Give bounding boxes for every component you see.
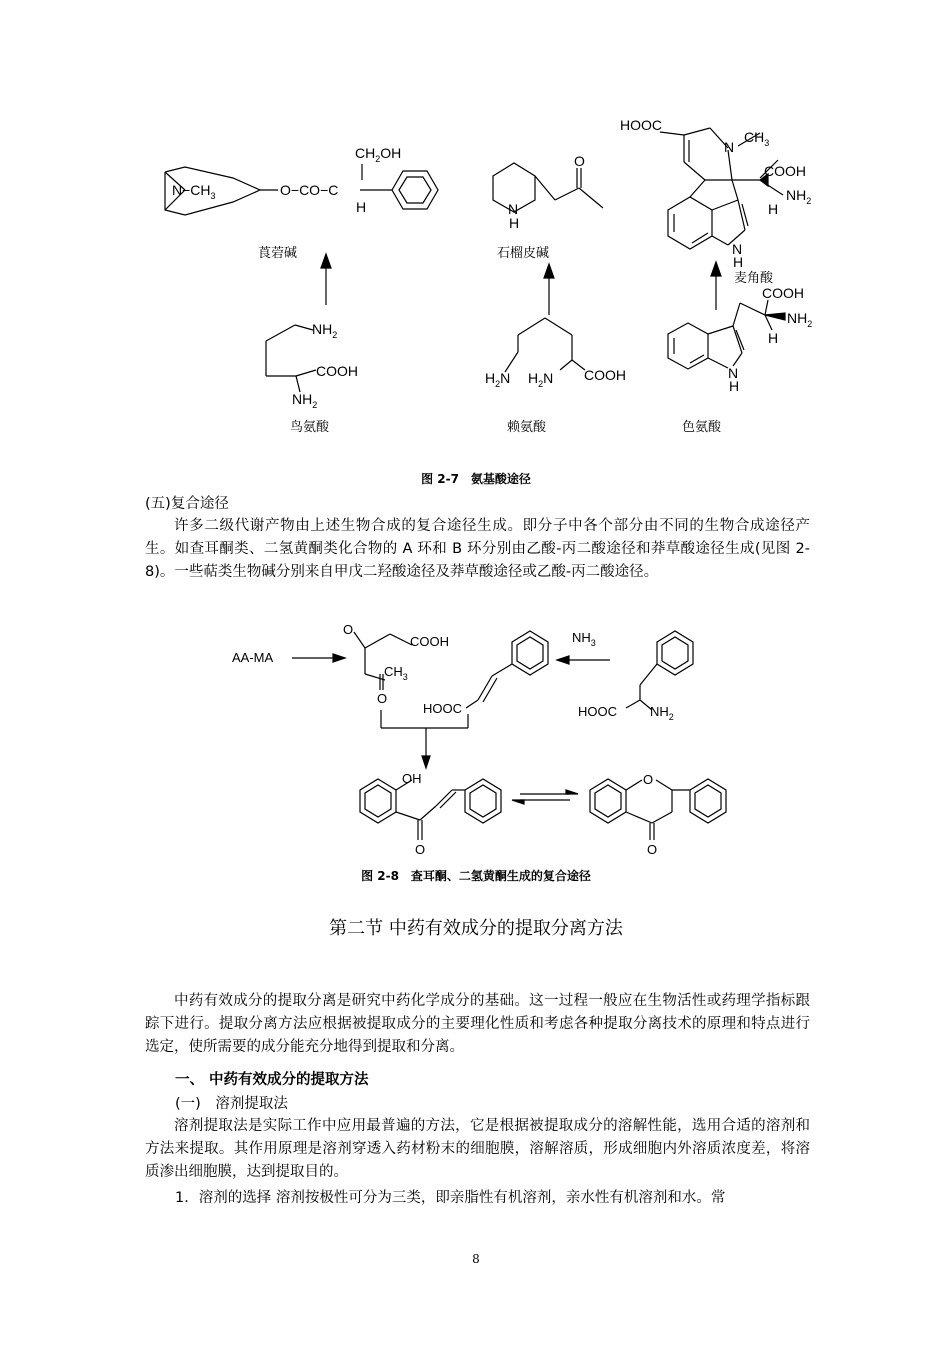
label-scopolamine: 莨菪碱	[258, 245, 298, 260]
lysine-h2n-1: $H_2N$	[485, 370, 511, 389]
lysergic-h: H	[768, 201, 779, 217]
pelletierine-o: O	[574, 153, 585, 169]
ornithine-structure	[266, 325, 316, 392]
heading-solvent-extraction: (一) 溶剂提取法	[175, 1096, 288, 1112]
lysergic-nh: N	[732, 241, 743, 257]
aama-label: AA-MA	[232, 650, 274, 665]
page-number: 8	[472, 1252, 480, 1266]
section-5-title: (五)复合途径	[145, 496, 229, 512]
chalcone-o: O	[415, 842, 426, 857]
lysergic-n: N	[724, 139, 735, 155]
solvent-paragraph: 溶剂提取法是实际工作中应用最普遍的方法，它是根据被提取成分的溶解性能，选用合适的溶剂和方法来提取。其作用原理是溶剂穿透入药材粉末的细胞膜，溶解溶质，形成细胞内外溶质浓度差，将溶质渗出细胞膜，达到提取目的。	[145, 1118, 810, 1180]
lysergic-nh2: $NH_2$	[786, 187, 812, 206]
tryptophan-h: H	[768, 330, 779, 346]
lysergic-nh-h: H	[733, 254, 744, 270]
tryptophan-cooh: COOH	[762, 285, 804, 301]
section-title: 第二节 中药有效成分的提取分离方法	[329, 918, 623, 939]
flavanone-o-ring: O	[643, 772, 654, 787]
chalcone-structure	[360, 779, 501, 840]
polyketide-o1: O	[343, 622, 354, 637]
cinnamic-structure	[466, 631, 548, 708]
solvent-choice-item: 1．溶剂的选择 溶剂按极性可分为三类，即亲脂性有机溶剂，亲水性有机溶剂和水。常	[175, 1190, 726, 1206]
tropane-ch2oh: $CH_2OH$	[355, 145, 402, 164]
ornithine-cooh: COOH	[316, 363, 358, 379]
phe-hooc: HOOC	[578, 704, 617, 719]
tropane-nch3: $N-CH_3$	[172, 182, 216, 201]
lysine-structure	[505, 318, 585, 372]
tryptophan-nh2: $NH_2$	[787, 310, 813, 329]
tryptophan-n-h: H	[729, 378, 740, 394]
pelletierine-h: H	[509, 215, 520, 231]
section-5-paragraph: 许多二级代谢产物由上述生物合成的复合途径生成。即分子中各个部分由不同的生物合成途径产生。如查耳酮类、二氢黄酮类化合物的 A 环和 B 环分别由乙酸-丙二酸途径和莽草酸途径生成(见图 2-8)。一些萜类生物碱分别来自甲戊二羟酸途径及莽草酸途径或乙酸-丙二酸途径。	[145, 518, 810, 580]
ester-label: O−CO−C	[280, 182, 339, 198]
ornithine-nh2-top: $NH_2$	[312, 321, 338, 340]
tropane-h: H	[356, 199, 367, 215]
label-tryptophan: 色氨酸	[682, 419, 722, 434]
ornithine-nh2: $NH_2$	[292, 391, 318, 410]
lysine-h2n-2: $H_2N$	[528, 370, 554, 389]
cinnamic-hooc: HOOC	[423, 701, 462, 716]
chalcone-oh: OH	[402, 771, 422, 786]
label-pelletierine: 石榴皮碱	[497, 245, 550, 260]
lysergic-ch3: $CH_3$	[744, 129, 770, 148]
label-ergot: 麦角酸	[734, 270, 774, 285]
flavanone-o: O	[647, 842, 658, 857]
nh3-label: $NH_3$	[572, 630, 596, 648]
label-ornithine: 鸟氨酸	[290, 419, 330, 434]
polyketide-o2: O	[377, 691, 388, 706]
lysine-cooh: COOH	[584, 367, 626, 383]
pelletierine-n: N	[508, 201, 519, 217]
flavanone-structure	[590, 779, 726, 840]
lysergic-cooh: COOH	[764, 163, 806, 179]
lysergic-hooc: HOOC	[620, 117, 662, 133]
intro-paragraph: 中药有效成分的提取分离是研究中药化学成分的基础。这一过程一般应在生物活性或药理学指标跟踪下进行。提取分离方法应根据被提取成分的主要理化性质和考虑各种提取分离技术的原理和特点进行选定，使所需要的成分能充分地得到提取和分离。	[145, 993, 810, 1055]
phe-nh2: $NH_2$	[650, 704, 674, 722]
figure-2-7-caption: 图 2-7 氨基酸途径	[421, 472, 531, 486]
polyketide-ch3: $CH_3$	[384, 664, 408, 682]
label-lysine: 赖氨酸	[507, 419, 547, 434]
phenylalanine-structure	[626, 631, 693, 710]
polyketide-cooh: COOH	[410, 634, 449, 649]
tryptophan-n: N	[728, 365, 739, 381]
figure-2-8-caption: 图 2-8 查耳酮、二氢黄酮生成的复合途径	[361, 869, 591, 883]
heading-extraction: 一、 中药有效成分的提取方法	[175, 1072, 369, 1088]
